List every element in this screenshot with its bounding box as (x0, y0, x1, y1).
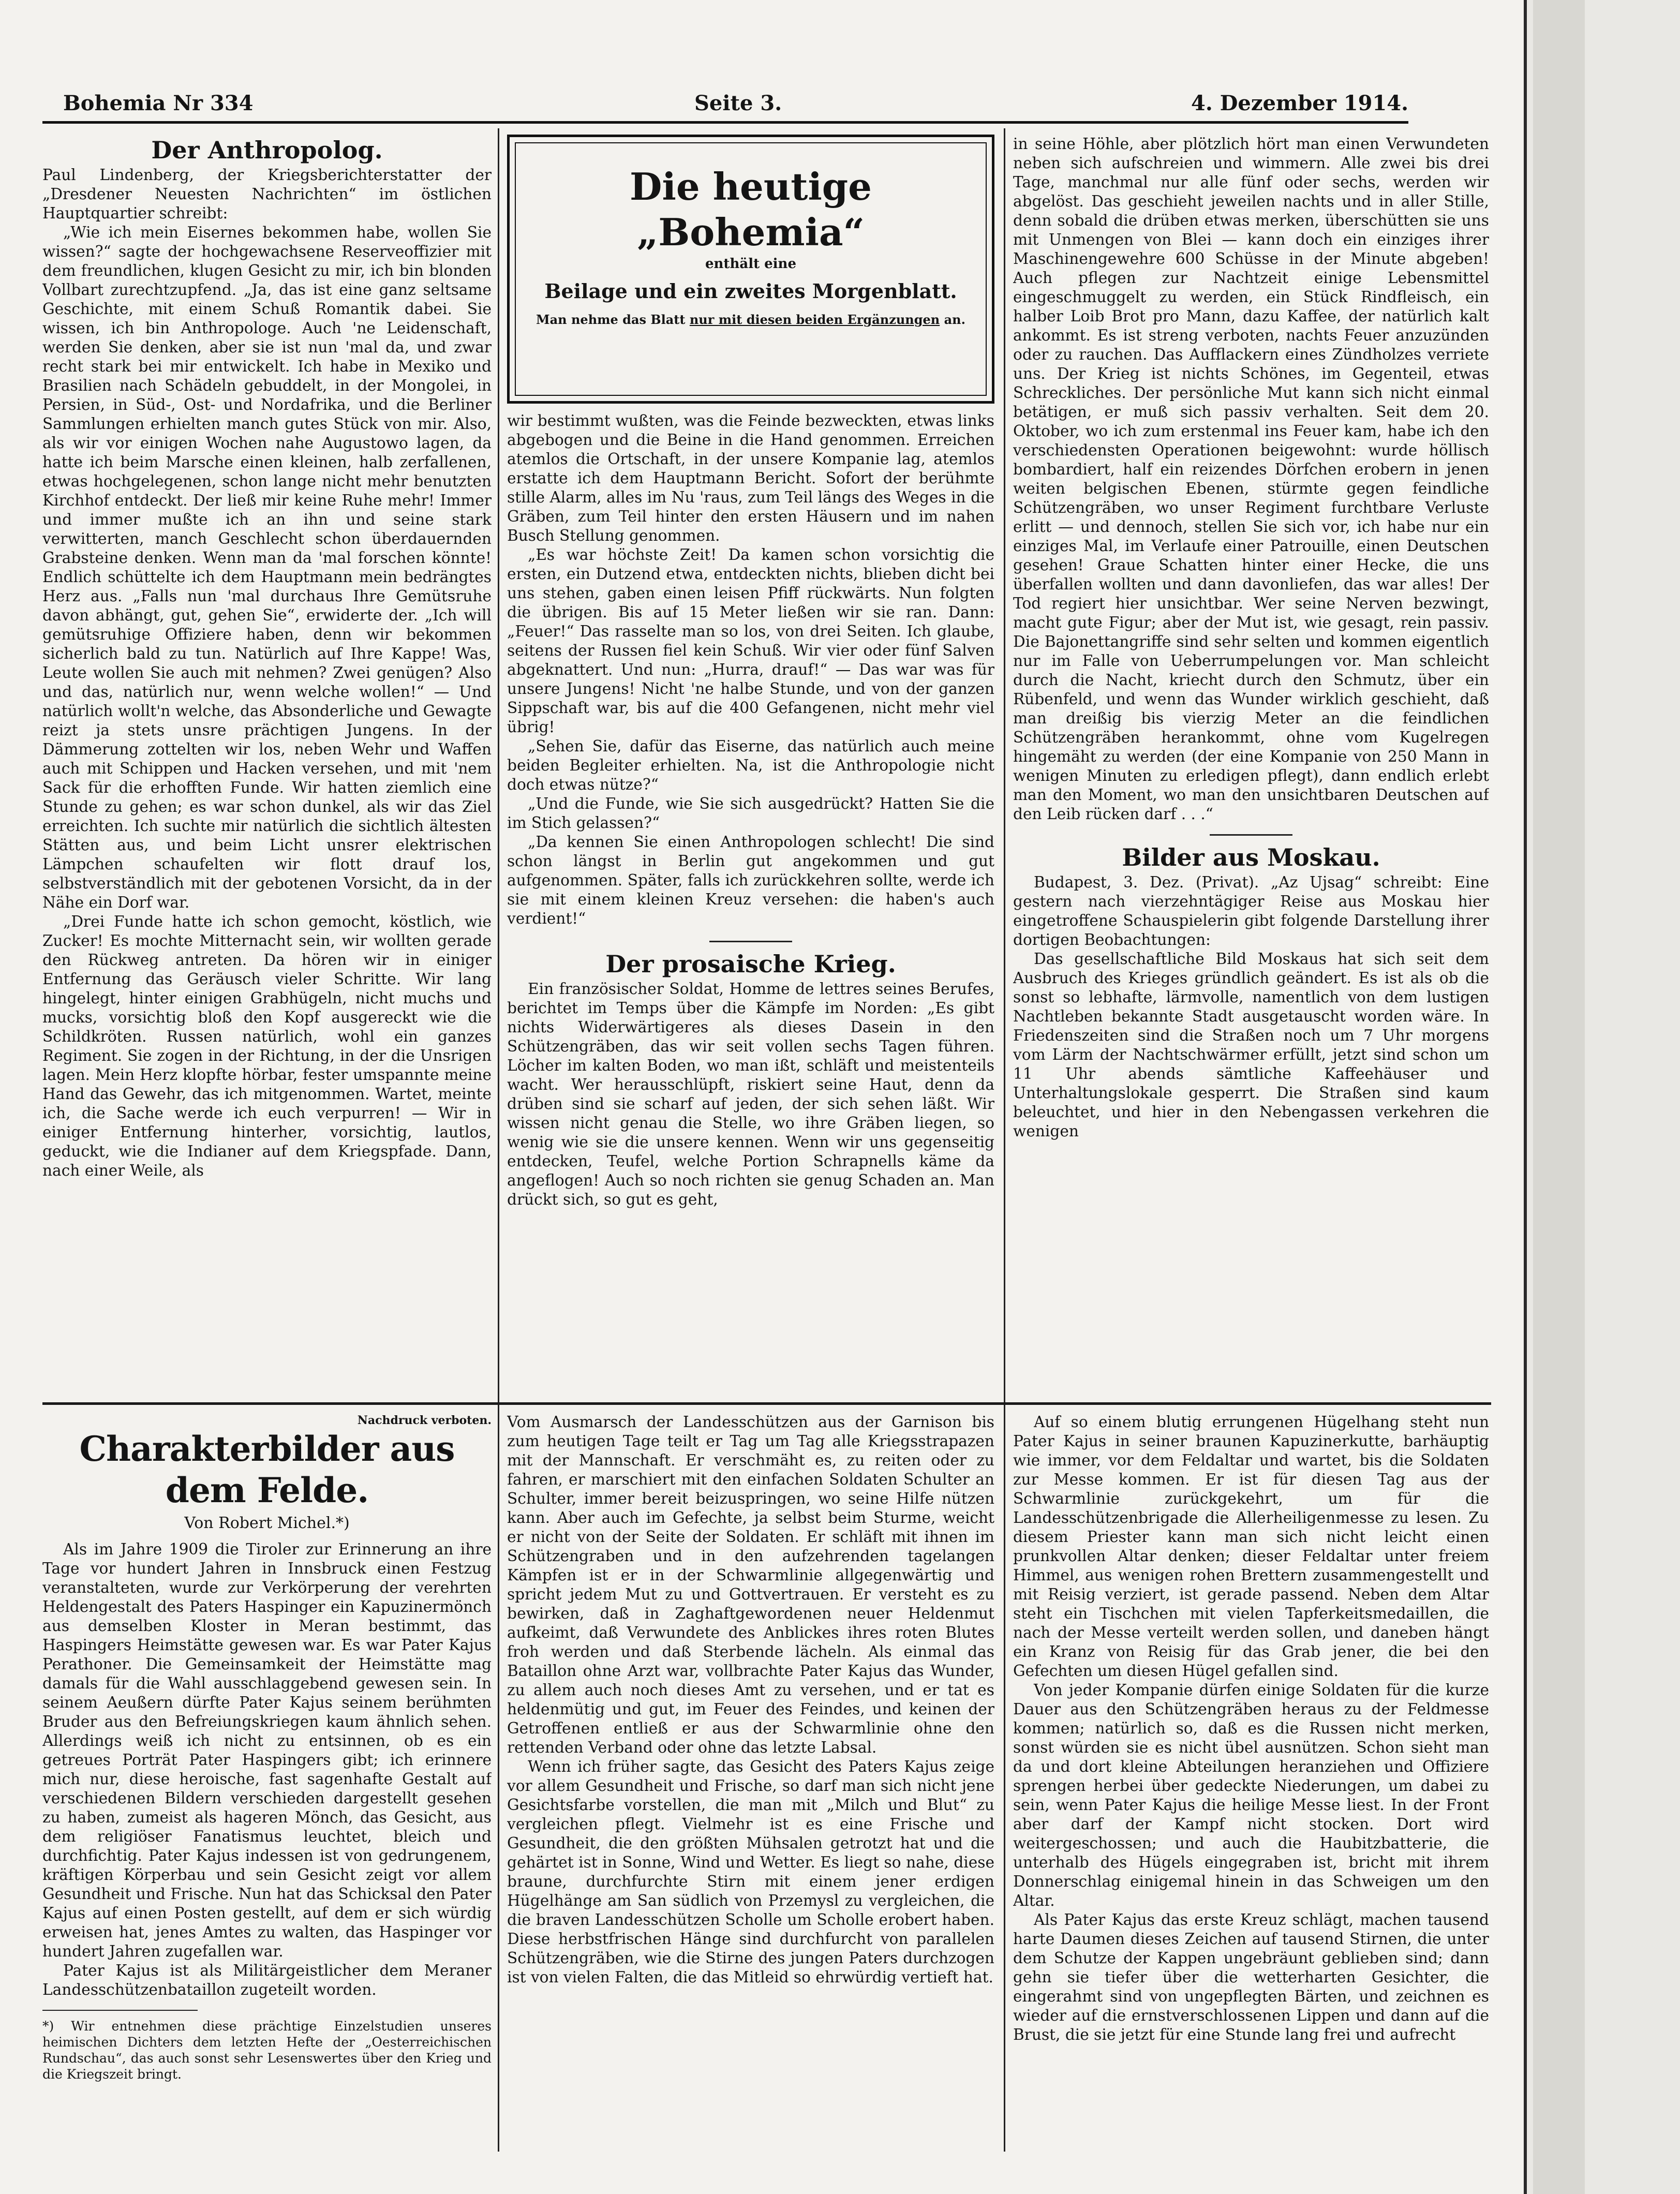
article-anthropolog (42, 135, 492, 1397)
article-paragraph: Von jeder Kompanie dürfen einige Soldaten für die kurze Dauer aus den Schützengräben heraus zu der Feldmesse kommen; natürlich so, daß es die Russen nicht merken, sonst würden sie es nicht übel ausnützen. Schon sieht man da und dort kleine Abteilungen heranziehen und Offiziere sprengen herbei über gedeckte Niederungen, um dabei zu sein, wenn Pater Kajus die heilige Messe liest. In der Front aber darf der Kampf nicht stocken. Dort wird weitergeschossen; und auch die Haubitzbatterie, die unterhalb des Hügels eingegraben ist, bricht mit ihrem Donnerschlag einigemal hinein in das Schweigen um den Altar. (1013, 1681, 1489, 1909)
article-paragraph: „Und die Funde, wie Sie sich ausgedrückt? Hatten Sie die im Stich gelassen?“ (507, 795, 994, 832)
article-anthropolog-continued (507, 411, 994, 1397)
article-separator (1210, 834, 1292, 836)
article-paragraph: Auf so einem blutig errungenen Hügelhang steht nun Pater Kajus in seiner braunen Kapuzinerkutte, barhäuptig wie immer, vor dem Feldaltar und wartet, bis die Soldaten zur Messe kommen. Er ist für diesen Tag aus der Schwarmlinie zurückgekehrt, um für die Landesschützenbrigade die Allerheiligenmesse zu lesen. Zu diesem Priester kann man sich nicht leicht einen prunkvollen Altar denken; dieser Feldaltar unter freiem Himmel, aus wenigen rohen Brettern zusammengestellt und mit Reisig verziert, ist gerade passend. Neben dem Altar steht ein Tischchen mit vielen Tapferkeitsmedaillen, die nach der Messe verteilt werden sollen, und daneben hängt ein Kranz von Reisig für das Grab jener, die bei den Gefechten um diesen Hügel gefallen sind. (1013, 1413, 1489, 1680)
announcement-title: Die heutige „Bohemia“ (630, 165, 872, 254)
article-title: Der prosaische Krieg. (605, 950, 896, 978)
article-paragraph: „Da kennen Sie einen Anthropologen schlecht! Die sind schon längst in Berlin gut angekommen und gut aufgenommen. Später, falls ich zurückkehren sollte, werde ich sie mit einem kleinen Kreuz versehen: die haben's auch verdient!“ (507, 833, 994, 927)
article-paragraph: in seine Höhle, aber plötzlich hört man einen Verwundeten neben sich aufschreien und wimmern. Alle zwei bis drei Tage, manchmal nur alle fünf oder sechs, werden wir abgelöst. Das geschieht jeweilen nachts und in aller Stille, denn sobald die drüben etwas merken, überschütten sie uns mit Unmengen von Blei — kann doch ein einziges ihrer Maschinengewehre 600 Schüsse in der Minute abgeben! Auch pflegen zur Nachtzeit einige Lebensmittel eingeschmuggelt zu werden, ein Stück Rindfleisch, ein halber Loib Brot pro Mann, dazu Kaffee, der natürlich kalt ankommt. Es ist streng verboten, nachts Feuer anzuzünden oder zu rauchen. Das Aufflackern eines Zündholzes verriete uns. Der Krieg ist nichts Schönes, im Gegenteil, etwas Schreckliches. Der persönliche Mut kann sich nicht einmal betätigen, er muß sich passiv verhalten. Seit dem 20. Oktober, wo ich zum erstenmal ins Feuer kam, habe ich den verschiedensten Operationen beigewohnt: wurde höllisch bombardiert, half ein reizendes Dörfchen erobern in jenen weiten belgischen Ebenen, stürmte gegen feindliche Schützengräben, wo unser Regiment furchtbare Verluste erlitt — und dennoch, stellen Sie sich vor, ich habe nur ein einziges Mal, im Verlaufe einer Patrouille, einen Deutschen gesehen! Graue Schatten hinter einer Hecke, die uns überfallen wollten und dann davonliefen, das war alles! Der Tod regiert hier unsichtbar. Wer seine Nerven bezwingt, macht gute Figur; aber der Mut ist, wie gesagt, rein passiv. Die Bajonettangriffe sind sehr selten und kommen eigentlich nur im Falle von Ueberrumpelungen vor. Man schleicht durch die Nacht, kriecht durch den Schmutz, über ein Rübenfeld, und wenn das Wunder wirklich geschieht, daß man dreißig bis vierzig Meter an die feindlichen Schützengräben herankommt, ohne vom Kugelregen hingemäht zu werden (der eine Kompanie von 250 Mann in wenigen Minuten zu erledigen pflegt), dann endlich erlebt man den Moment, wo man den unsichtbaren Deutschen auf den Leib rücken darf . . .“ (1013, 135, 1489, 823)
announcement-line: enthält eine (705, 256, 796, 272)
newspaper-page (42, 88, 1489, 2155)
article-paragraph: Als im Jahre 1909 die Tiroler zur Erinnerung an ihre Tage vor hundert Jahren in Innsbruck einen Festzug veranstalteten, wurde zur Verkörperung der verehrten Heldengestalt des Paters Haspinger ein Kapuzinermönch aus demselben Kloster in Meran bestimmt, das Haspingers Heimstätte gewesen war. Es war Pater Kajus Perathoner. Die Gemeinsamkeit der Heimstätte mag damals für die Wahl ausschlaggebend gewesen sein. In seinem Aeußern dürfte Pater Kajus seinem berühmten Bruder aus den Befreiungskriegen kaum ähnlich sehen. Allerdings weiß ich nicht zu entsinnen, ob es ein getreues Porträt Pater Haspingers gibt; ich erinnere mich nur, diese heroische, fast sagenhafte Gestalt auf verschiedenen Bildern verschieden dargestellt gesehen zu haben, zumeist als hageren Mönch, das Gesicht, aus dem religiöser Fanatismus leuchtet, bleich und durchfichtig. Pater Kajus indessen ist von gedrungenem, kräftigen Körperbau und sein Gesicht zeigt vor allem Gesundheit und Frische. Nun hat das Schicksal den Pater Kajus auf einen Posten gestellt, auf dem er sich würdig erweisen hat, jenes Amtes zu walten, das Haspinger vor hundert Jahren zugefallen war. (42, 1540, 492, 1960)
article-charakterbilder (42, 1413, 492, 2153)
header-issue: Bohemia Nr 334 (63, 91, 254, 115)
announcement-box (507, 135, 994, 404)
article-title: Bilder aus Moskau. (1122, 843, 1380, 871)
announcement-emphasis: nur mit diesen beiden Ergänzungen (689, 312, 940, 327)
announcement-note: Man nehme das Blatt nur mit diesen beiden Ergänzungen an. (536, 312, 965, 327)
article-krieg-continued (1013, 135, 1489, 1397)
reprint-notice: Nachdruck verboten. (357, 1414, 492, 1427)
article-title: Charakterbilder aus dem Felde. (79, 1429, 455, 1510)
article-paragraph: Wenn ich früher sagte, das Gesicht des Paters Kajus zeige vor allem Gesundheit und Frische, so darf man sich nicht jene Gesichtsfarbe vorstellen, die man mit „Milch und Blut“ zu vergleichen pflegt. Vielmehr ist es eine Frische und Gesundheit, die den größten Mühsalen getrotzt hat und die gehärtet ist in Sonne, Wind und Wetter. Es liegt so nahe, diese braune, durchfurchte Stirn mit einem jener erdigen Hügelhänge am San südlich von Przemysl zu vergleichen, die die braven Landesschützen Scholle um Scholle erobert haben. Diese herbstfrischen Hänge sind durchfurcht von parallelen Schützengräben, wie die Stirne des jungen Paters durchzogen ist von vielen Falten, die das Mitleid so ehrwürdig vertieft hat. (507, 1758, 994, 1986)
article-paragraph: „Wie ich mein Eisernes bekommen habe, wollen Sie wissen?“ sagte der hochgewachsene Reserveoffizier mit dem freundlichen, klugen Gesicht zu mir, ich bin blonden Vollbart zurechtzupfend. „Ja, das ist eine ganz seltsame Geschichte, mit einem Schuß Romantik dabei. Sie wissen, ich bin Anthropologe. Auch 'ne Leidenschaft, werden Sie denken, aber sie ist nun 'mal da, und zwar recht stark bei mir entwickelt. Ich habe in Mexiko und Brasilien nach Schädeln gebuddelt, in der Mongolei, in Persien, in Süd-, Ost- und Nordafrika, und die Berliner Sammlungen erhielten manch gutes Stück von mir. Also, als wir vor einigen Wochen nahe Augustowo lagen, da hatte ich beim Marsche einen kleinen, halb zerfallenen, etwas hochgelegenen, schon lange nicht mehr benutzten Kirchhof entdeckt. Der ließ mir keine Ruhe mehr! Immer und immer mußte ich an ihn und seine stark verwitterten, manch Geschlecht schon überdauernden Grabsteine denken. Wenn man da 'mal forschen könnte! Endlich schüttelte ich dem Hauptmann mein bedrängtes Herz aus. „Falls nun 'mal durchaus Ihre Gemütsruhe davon abhängt, gut, gehen Sie“, erwiderte der. „Ich will gemütsruhige Offiziere haben, denn wir bekommen sicherlich bald zu tun. Natürlich auf Ihre Kappe! Was, Leute wollen Sie auch mit nehmen? Zwei genügen? Also und das, natürlich nur, wenn welche wollen!“ — Und natürlich wollt'n welche, das Absonderliche und Gewagte reizt ja stets unsre prächtigen Jungens. In der Dämmerung zottelten wir los, neben Wehr und Waffen auch mit Schippen und Hacken versehen, und mit 'nem Sack für die erhofften Funde. Wir hatten ziemlich eine Stunde zu gehen; es war schon dunkel, als wir das Ziel erreichten. Ich suchte mir natürlich die sichtlich ältesten Stätten aus, und beim Licht unsrer elektrischen Lämpchen schaufelten wir flott drauf los, selbstverständlich mit der gebotenen Vorsicht, da in der Nähe ein Dorf war. (42, 224, 492, 911)
header-date: 4. Dezember 1914. (1191, 91, 1408, 115)
header-page-number: Seite 3. (694, 91, 782, 115)
scan-page-edge (1524, 0, 1680, 2194)
article-paragraph: Vom Ausmarsch der Landesschützen aus der Garnison bis zum heutigen Tage teilt er Tag um Tag alle Kriegsstrapazen mit der Mannschaft. Er verschmäht es, zu reiten oder zu fahren, er marschiert mit den einfachen Soldaten Schulter an Schulter, immer bereit beizuspringen, wo seine Hilfe nützen kann. Aber auch im Gefechte, ja selbst beim Sturme, weicht er nicht von der Seite der Soldaten. Er schläft mit ihnen im Schützengraben und in den aufzehrenden tagelangen Kämpfen ist er in der Schwarmlinie allgegenwärtig und spricht jedem Mut zu und Gottvertrauen. Er versteht es zu bewirken, daß in Zaghaftgewordenen neuer Heldenmut aufkeimt, daß Verwundete des Anblickes ihres roten Blutes froh werden und daß Sterbende lächeln. Als einmal das Bataillon ohne Arzt war, vollbrachte Pater Kajus das Wunder, zu allem auch noch dieses Amt zu versehen, und er tat es heldenmütig und gut, im Feuer des Feindes, und keinen der Getroffenen entließ er aus der Schwarmlinie ohne den rettenden Verband oder ohne das letzte Labsal. (507, 1413, 994, 1756)
footnote-rule (42, 2010, 198, 2011)
article-title: Der Anthropolog. (151, 136, 383, 164)
column-rule (1004, 128, 1005, 2152)
article-paragraph: Als Pater Kajus das erste Kreuz schlägt, machen tausend harte Daumen dieses Zeichen auf tausend Stirnen, die unter dem Schutze der Kappen ungebräunt geblieben sind; dann gehn sie tiefer über die wetterharten Gesichter, die eingerahmt sind von ungepflegten Bärten, und zeichnen es wieder auf die ernstverschlossenen Lippen und dann auf die Brust, die sie jetzt für eine Stunde lang frei und aufrecht (1013, 1911, 1489, 2043)
article-byline: Von Robert Michel.*) (184, 1514, 350, 1532)
article-paragraph: „Drei Funde hatte ich schon gemocht, köstlich, wie Zucker! Es mochte Mitternacht sein, wir wollten gerade den Rückweg antreten. Da hören wir in einiger Entfernung das Geräusch vieler Schritte. Wir lang hingelegt, hinter einigen Grabhügeln, nicht muchs und mucks, vorsichtig bloß den Kopf ausgereckt wie die Schildkröten. Russen natürlich, wohl ein ganzes Regiment. Sie zogen in der Richtung, in der die Unsrigen lagen. Mein Herz klopfte hörbar, fester umspannte meine Hand das Gewehr, das ich mitgenommen. Wartet, meinte ich, die Sache werde ich euch verpurren! — Wir in einiger Entfernung hinterher, vorsichtig, lautlos, geduckt, wie die Indianer auf dem Kriegspfade. Dann, nach einer Weile, als (42, 913, 492, 1179)
article-paragraph: Ein französischer Soldat, Homme de lettres seines Berufes, berichtet im Temps über die Kämpfe im Norden: „Es gibt nichts Widerwärtigeres als dieses Dasein in den Schützengräben, das wir seit vollen sechs Tagen führen. Löcher im kalten Boden, wo man ißt, schläft und meistenteils wacht. Wer herausschlüpft, riskiert seine Haut, denn da drüben sind sie scharf auf jeden, der sich sehen läßt. Wir wissen nicht genau die Stelle, wo ihre Gräben liegen, so wenig wie sie die unsere kennen. Wenn wir uns gegenseitig entdecken, Teufel, welche Portion Schrapnells käme da angeflogen! Auch so noch richten sie genug Schaden an. Man drückt sich, so gut es geht, (507, 980, 994, 1208)
footnote: *) Wir entnehmen diese prächtige Einzelstudien unseres heimischen Dichters dem letzten Hefte der „Oesterreichischen Rundschau“, das auch sonst sehr Lesenswertes über den Krieg und die Kriegszeit bringt. (42, 2019, 492, 2082)
page-header (42, 88, 1408, 124)
section-rule (42, 1402, 1491, 1405)
article-paragraph: Budapest, 3. Dez. (Privat). „Az Ujsag“ schreibt: Eine gestern nach vierzehntägiger Reise aus Moskau hier eingetroffene Schauspielerin gibt folgende Darstellung ihrer dortigen Beobachtungen: (1013, 873, 1489, 948)
article-paragraph: „Sehen Sie, dafür das Eiserne, das natürlich auch meine beiden Begleiter erhielten. Na, ist die Anthropologie nicht doch etwas nütze?“ (507, 737, 994, 793)
article-paragraph: „Es war höchste Zeit! Da kamen schon vorsichtig die ersten, ein Dutzend etwa, entdeckten nichts, blieben dicht bei uns stehen, gaben einen leisen Pfiff rückwärts. Nun folgten die übrigen. Bis auf 15 Meter ließen wir sie ran. Dann: „Feuer!“ Das rasselte man so los, von drei Seiten. Ich glaube, seitens der Russen fiel kein Schuß. Wir vier oder fünf Salven abgeknattert. Und nun: „Hurra, drauf!“ — Das war was für unsere Jungens! Nicht 'ne halbe Stunde, und von der ganzen Sippschaft war, bis auf die 400 Gefangenen, nicht mehr viel übrig! (507, 546, 994, 736)
column-rule (498, 128, 499, 2152)
article-paragraph: Das gesellschaftliche Bild Moskaus hat sich seit dem Ausbruch des Krieges gründlich geändert. Es ist als ob die sonst so lebhafte, lärmvolle, namentlich von dem lustigen Nachtleben bekannte Stadt ausgetauscht worden wäre. In Friedenszeiten sind die Straßen noch um 7 Uhr morgens vom Lärm der Nachtschwärmer erfüllt, jetzt sind schon um 11 Uhr abends sämtliche Kaffeehäuser und Unterhaltungslokale gesperrt. Die Straßen sind kaum beleuchtet, und hier in den Nebengassen verkehren die wenigen (1013, 950, 1489, 1140)
article-charakterbilder-col3 (1013, 1413, 1489, 2153)
article-paragraph: Pater Kajus ist als Militärgeistlicher dem Meraner Landesschützenbataillon zugeteilt worden. (42, 1962, 492, 1998)
article-separator (709, 941, 792, 942)
article-charakterbilder-col2 (507, 1413, 994, 2153)
article-paragraph: Paul Lindenberg, der Kriegsberichterstatter der „Dresdener Neuesten Nachrichten“ im östlichen Hauptquartier schreibt: (42, 166, 492, 222)
announcement-line: Beilage und ein zweites Morgenblatt. (544, 279, 957, 303)
article-paragraph: wir bestimmt wußten, was die Feinde bezweckten, etwas links abgebogen und die Beine in die Hand genommen. Erreichen atemlos die Ortschaft, in der unsere Kompanie lag, atemlos erstatte ich dem Hauptmann Bericht. Sofort der berühmte stille Alarm, alles im Nu 'raus, zum Teil längs des Weges in die Gräben, zum Teil hinter den ersten Häusern und im nahen Busch Stellung genommen. (507, 412, 994, 544)
